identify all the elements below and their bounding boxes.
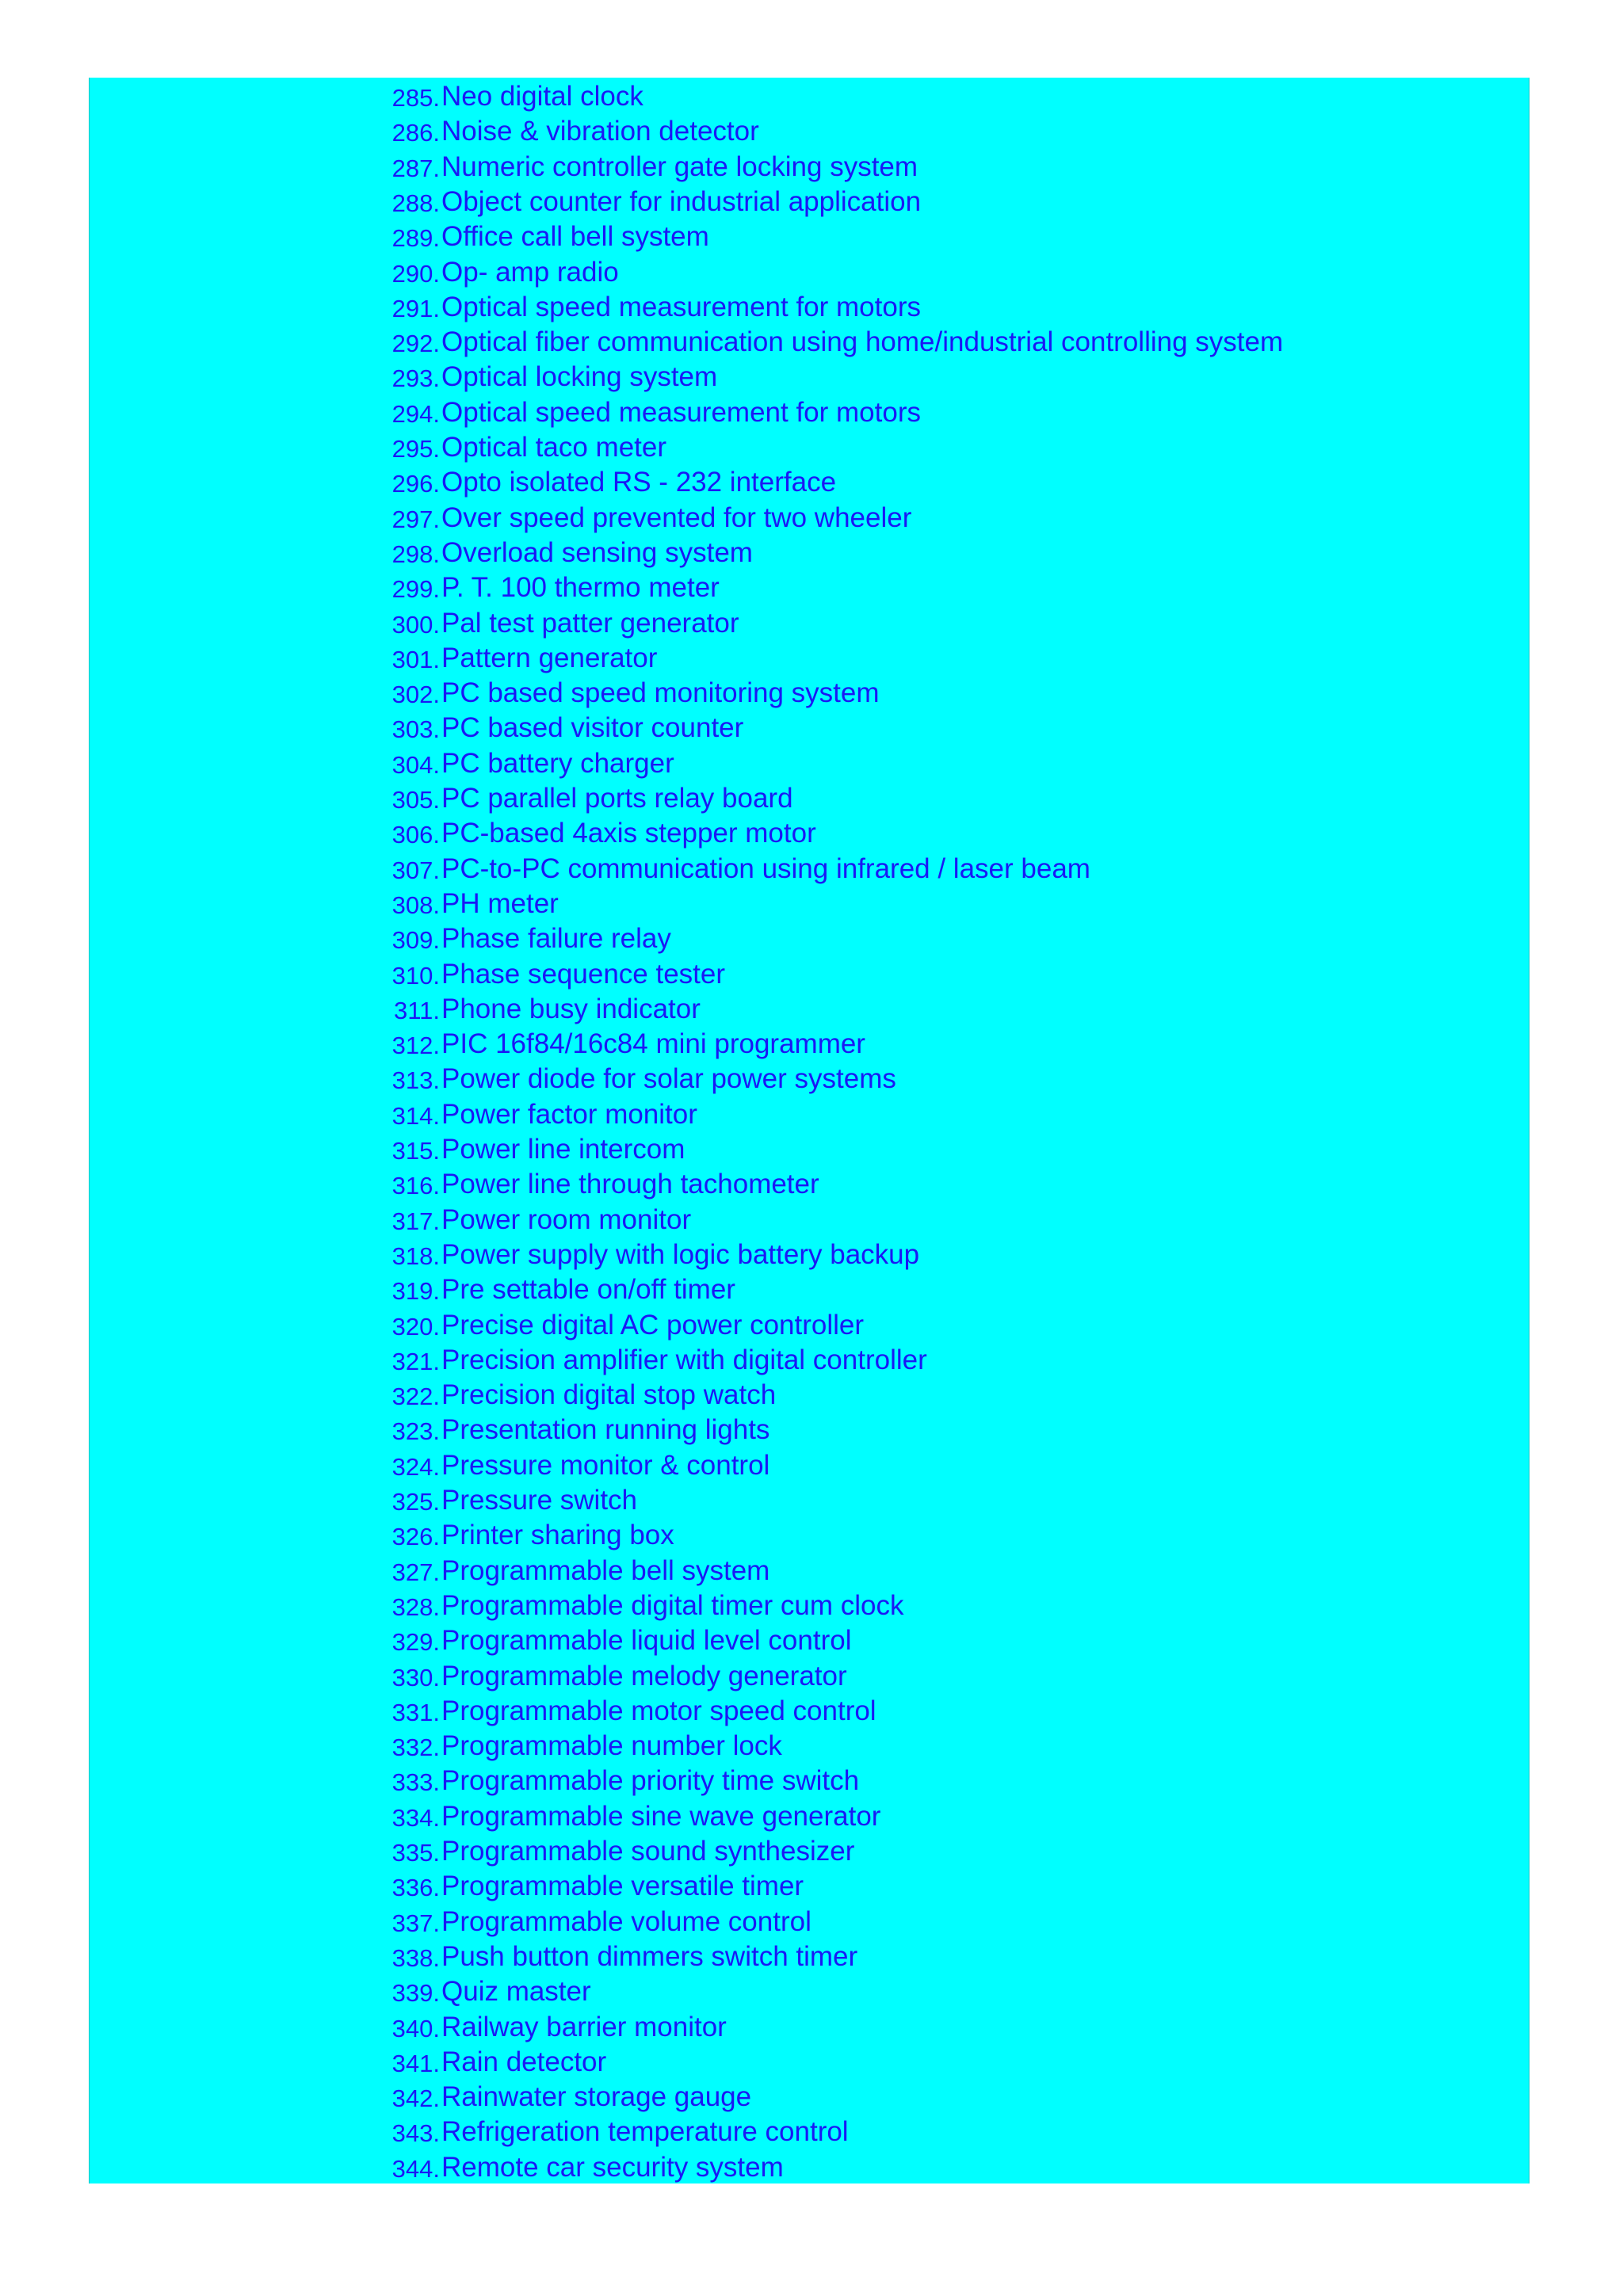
list-item-number: 289. xyxy=(391,224,440,253)
list-item-number-wrap xyxy=(376,1729,440,1764)
list-item-text: Programmable versatile timer xyxy=(441,1871,804,1902)
list-item-number: 340. xyxy=(391,2014,440,2042)
list-item-number: 306. xyxy=(391,821,440,849)
list-item-number: 325. xyxy=(391,1488,440,1516)
list-item-number-wrap xyxy=(376,1448,440,1483)
list-item-text: Presentation running lights xyxy=(441,1414,770,1446)
list-item-text: Programmable melody generator xyxy=(441,1660,847,1691)
list-item-text: Power supply with logic battery backup xyxy=(441,1238,920,1270)
list-item-number: 293. xyxy=(391,364,440,393)
list-item-number: 290. xyxy=(391,259,440,288)
list-item-number: 298. xyxy=(391,540,440,568)
list-item-number-wrap xyxy=(376,887,440,921)
list-item-number: 326. xyxy=(391,1523,440,1551)
list-item-number: 319. xyxy=(391,1277,440,1306)
list-item-number-wrap xyxy=(376,1623,440,1658)
list-item-number: 336. xyxy=(391,1874,440,1902)
list-item-number: 303. xyxy=(391,715,440,744)
list-item-number-wrap xyxy=(376,2010,440,2045)
list-item-number-wrap xyxy=(376,1589,440,1623)
list-item-number: 315. xyxy=(391,1137,440,1165)
list-item-text: Programmable liquid level control xyxy=(441,1625,852,1657)
list-item-number: 323. xyxy=(391,1417,440,1446)
list-item-number-wrap xyxy=(376,992,440,1027)
list-item-number: 304. xyxy=(391,750,440,779)
list-item-number-wrap xyxy=(376,219,440,254)
list-item-number-wrap xyxy=(376,185,440,219)
list-item-text: Remote car security system xyxy=(441,2151,784,2183)
list-item-number: 344. xyxy=(391,2154,440,2183)
list-item-number: 302. xyxy=(391,681,440,709)
list-item-text: Numeric controller gate locking system xyxy=(441,151,918,182)
list-item-text: PC parallel ports relay board xyxy=(441,783,793,814)
list-item-number: 292. xyxy=(391,330,440,358)
list-item-text: PC battery charger xyxy=(441,747,674,779)
list-item-text: PH meter xyxy=(441,887,559,919)
list-item-number: 331. xyxy=(391,1698,440,1726)
list-item-number-wrap xyxy=(376,114,440,149)
list-item-number: 329. xyxy=(391,1628,440,1657)
list-item-number-wrap xyxy=(376,957,440,992)
list-item-text: PC-to-PC communication using infrared / laser beam xyxy=(441,852,1090,884)
list-item-number: 324. xyxy=(391,1452,440,1481)
list-item-number-wrap xyxy=(376,1764,440,1798)
list-item-number: 338. xyxy=(391,1943,440,1972)
list-item-number: 316. xyxy=(391,1172,440,1200)
list-item-text: Optical speed measurement for motors xyxy=(441,396,921,428)
list-item-text: Power diode for solar power systems xyxy=(441,1063,896,1095)
list-item-number: 309. xyxy=(391,926,440,955)
list-item-number-wrap xyxy=(376,1097,440,1132)
list-item-text: Pressure monitor & control xyxy=(441,1449,770,1481)
list-item-text: Phone busy indicator xyxy=(441,993,701,1024)
list-item-text: Programmable priority time switch xyxy=(441,1765,860,1797)
list-item-text: Precise digital AC power controller xyxy=(441,1309,865,1341)
list-item-number-wrap xyxy=(376,1905,440,1939)
list-item-text: Pressure switch xyxy=(441,1485,638,1516)
list-item-text: Programmable bell system xyxy=(441,1554,770,1586)
list-item-text: Power line intercom xyxy=(441,1134,685,1165)
list-item-number-wrap xyxy=(376,1062,440,1097)
list-item-text: Op- amp radio xyxy=(441,256,619,288)
list-item-number-wrap xyxy=(376,1694,440,1729)
list-item-text: PIC 16f84/16c84 mini programmer xyxy=(441,1028,865,1060)
list-item-text: Power line through tachometer xyxy=(441,1169,819,1200)
list-item-number: 335. xyxy=(391,1839,440,1867)
list-item-text: Phase failure relay xyxy=(441,923,671,955)
list-item-number: 299. xyxy=(391,575,440,604)
list-item-number-wrap xyxy=(376,1799,440,1834)
list-item-number: 313. xyxy=(391,1066,440,1095)
list-item-number-wrap xyxy=(376,921,440,956)
list-item-number: 300. xyxy=(391,610,440,639)
list-item-number: 321. xyxy=(391,1347,440,1375)
list-item-text: Overload sensing system xyxy=(441,536,753,568)
list-item-text: Optical taco meter xyxy=(441,432,666,463)
list-item-number: 342. xyxy=(391,2084,440,2113)
list-item-text: Push button dimmers switch timer xyxy=(441,1940,858,1972)
list-item-number: 341. xyxy=(391,2049,440,2077)
list-item-number-wrap xyxy=(376,1518,440,1553)
list-item-text: Quiz master xyxy=(441,1976,591,2008)
list-item-number: 339. xyxy=(391,1979,440,2008)
list-item-number: 337. xyxy=(391,1909,440,1937)
list-item-text: Programmable volume control xyxy=(441,1905,812,1937)
list-item-number-wrap xyxy=(376,465,440,500)
list-item-number: 314. xyxy=(391,1101,440,1130)
list-item-text: Office call bell system xyxy=(441,221,709,253)
list-item-number-wrap xyxy=(376,746,440,781)
list-item-number-wrap xyxy=(376,150,440,185)
list-item-number: 327. xyxy=(391,1558,440,1586)
list-item-text: P. T. 100 thermo meter xyxy=(441,572,720,604)
list-item-number-wrap xyxy=(376,676,440,711)
list-item-number-wrap xyxy=(376,1939,440,1974)
list-item-text: Power room monitor xyxy=(441,1203,692,1235)
list-item-text: Precision digital stop watch xyxy=(441,1379,777,1411)
list-item-number-wrap xyxy=(376,1167,440,1202)
list-item-number-wrap xyxy=(376,1413,440,1447)
list-item-number: 285. xyxy=(391,84,440,112)
list-item-number-wrap xyxy=(376,2115,440,2149)
list-item-number: 328. xyxy=(391,1592,440,1621)
list-item-text: PC based speed monitoring system xyxy=(441,677,880,709)
list-item-text: Pal test patter generator xyxy=(441,607,739,639)
list-item-text: Rainwater storage gauge xyxy=(441,2081,752,2113)
list-item-number-wrap xyxy=(376,1974,440,2009)
list-item-number-wrap xyxy=(376,536,440,570)
list-item-number-wrap xyxy=(376,501,440,536)
list-item-number-wrap xyxy=(376,360,440,395)
list-item-number-wrap xyxy=(376,79,440,114)
list-item-number-wrap xyxy=(376,255,440,290)
list-item-text: Optical fiber communication using home/industrial controlling system xyxy=(441,326,1284,358)
list-item-text: PC-based 4axis stepper motor xyxy=(441,818,816,849)
list-item-number: 311. xyxy=(393,996,440,1024)
list-item-text: Pre settable on/off timer xyxy=(441,1274,735,1306)
list-item-text: Refrigeration temperature control xyxy=(441,2116,849,2148)
list-item-text: Programmable sine wave generator xyxy=(441,1800,881,1832)
list-item-number: 343. xyxy=(391,2119,440,2148)
list-item-number-wrap xyxy=(376,1238,440,1272)
list-item-text: Neo digital clock xyxy=(441,81,643,112)
list-item-number: 332. xyxy=(391,1733,440,1762)
list-item-text: Printer sharing box xyxy=(441,1520,674,1551)
list-item-number: 322. xyxy=(391,1383,440,1411)
list-item-text: Opto isolated RS - 232 interface xyxy=(441,467,837,498)
list-item-number-wrap xyxy=(376,290,440,325)
list-item-number: 320. xyxy=(391,1312,440,1341)
list-item-number-wrap xyxy=(376,1343,440,1378)
list-item-number: 334. xyxy=(391,1803,440,1832)
list-item-text: Pattern generator xyxy=(441,642,658,673)
list-item-number-wrap xyxy=(376,606,440,641)
list-item-number-wrap xyxy=(376,1554,440,1589)
list-item-number: 312. xyxy=(391,1032,440,1060)
list-item-text: Rain detector xyxy=(441,2046,607,2077)
list-item-number-wrap xyxy=(376,1203,440,1238)
list-item-number-wrap xyxy=(376,816,440,851)
list-item-text: PC based visitor counter xyxy=(441,712,744,744)
list-item-number: 305. xyxy=(391,786,440,814)
list-item-number-wrap xyxy=(376,2150,440,2185)
list-item-text: Phase sequence tester xyxy=(441,958,726,990)
list-item-text: Noise & vibration detector xyxy=(441,116,759,147)
list-item-number: 296. xyxy=(391,470,440,498)
list-item-number-wrap xyxy=(376,641,440,676)
list-item-text: Programmable digital timer cum clock xyxy=(441,1589,904,1621)
list-item-number-wrap xyxy=(376,1132,440,1167)
list-item-number-wrap xyxy=(376,1869,440,1904)
list-item-number: 318. xyxy=(391,1241,440,1270)
list-item-number: 310. xyxy=(391,961,440,990)
list-item-number-wrap xyxy=(376,1378,440,1413)
list-item-number-wrap xyxy=(376,1659,440,1694)
list-item-number-wrap xyxy=(376,2080,440,2115)
list-item-number-wrap xyxy=(376,2045,440,2080)
list-item-text: Programmable number lock xyxy=(441,1730,782,1762)
list-item-text: Programmable sound synthesizer xyxy=(441,1836,855,1867)
list-item-text: Optical locking system xyxy=(441,361,718,393)
list-item-number-wrap xyxy=(376,1308,440,1343)
list-item-number: 297. xyxy=(391,505,440,533)
list-item-number-wrap xyxy=(376,852,440,887)
list-item-number: 286. xyxy=(391,119,440,147)
list-item-number: 291. xyxy=(391,294,440,322)
list-item-text: Object counter for industrial application xyxy=(441,185,922,217)
list-item-number-wrap xyxy=(376,1483,440,1518)
list-item-number: 287. xyxy=(391,154,440,182)
list-item-number: 330. xyxy=(391,1663,440,1691)
list-item-number-wrap xyxy=(376,395,440,430)
list-item-number: 333. xyxy=(391,1768,440,1797)
list-item-text: Power factor monitor xyxy=(441,1098,697,1130)
list-item-number-wrap xyxy=(376,325,440,360)
list-item-text: Railway barrier monitor xyxy=(441,2011,727,2042)
list-item-number: 294. xyxy=(391,399,440,428)
list-item-number: 308. xyxy=(391,891,440,919)
list-item-number: 288. xyxy=(391,189,440,217)
page-panel xyxy=(89,78,1529,2183)
list-item-number-wrap xyxy=(376,1272,440,1307)
list-item-number-wrap xyxy=(376,570,440,605)
list-item-number-wrap xyxy=(376,711,440,746)
list-item-number-wrap xyxy=(376,1027,440,1062)
list-item-text: Over speed prevented for two wheeler xyxy=(441,502,912,533)
list-item-number: 301. xyxy=(391,645,440,673)
list-item-text: Precision amplifier with digital controller xyxy=(441,1344,927,1375)
list-item-number: 295. xyxy=(391,435,440,463)
list-item-number: 307. xyxy=(391,856,440,884)
list-item-text: Programmable motor speed control xyxy=(441,1695,876,1726)
list-item-number-wrap xyxy=(376,781,440,816)
list-item-number-wrap xyxy=(376,1834,440,1869)
list-item-number: 317. xyxy=(391,1207,440,1235)
list-item-number-wrap xyxy=(376,430,440,465)
list-item-text: Optical speed measurement for motors xyxy=(441,291,921,322)
